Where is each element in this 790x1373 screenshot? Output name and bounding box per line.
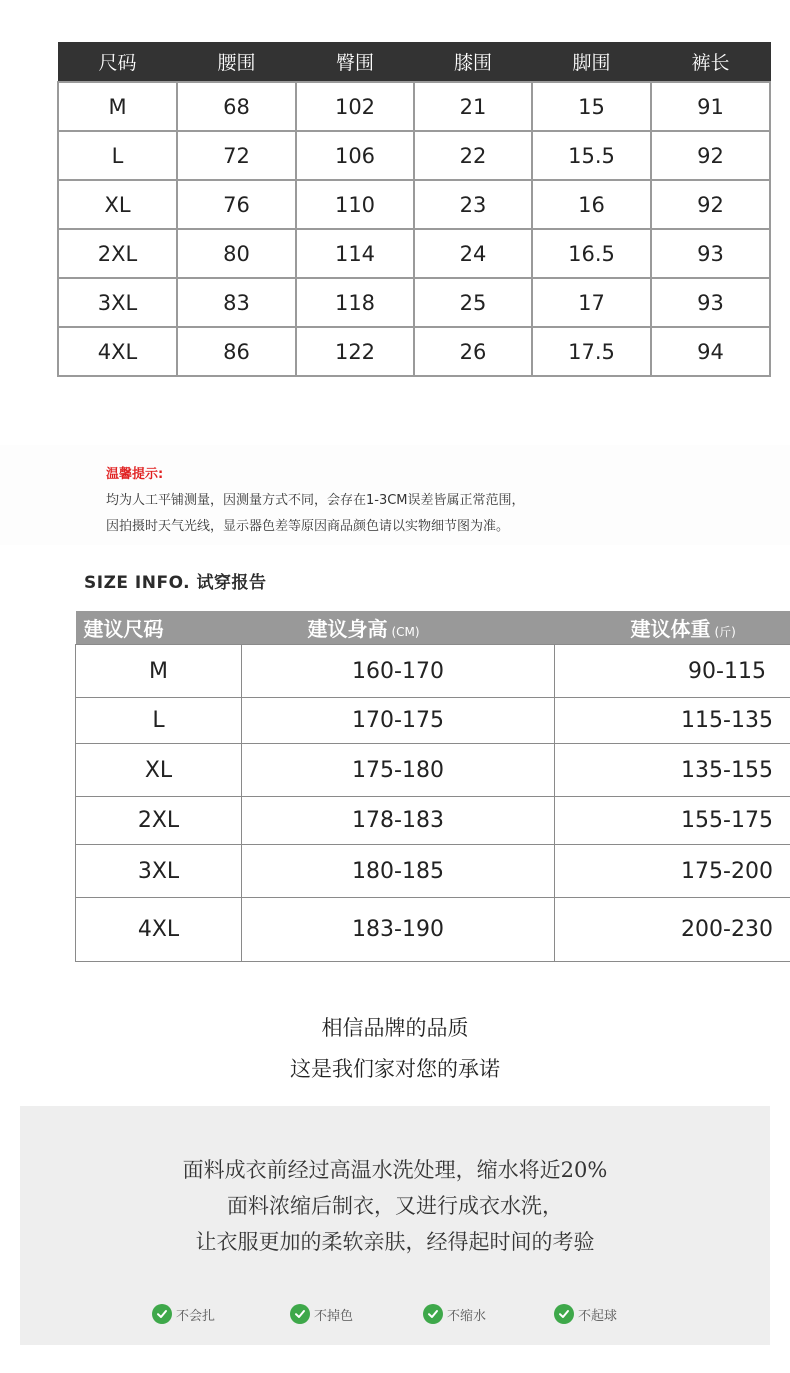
promise-heading: 相信品牌的品质 (321, 1016, 469, 1040)
table-cell: 2XL (76, 797, 242, 845)
header-label: 建议尺码 (83, 617, 164, 641)
table-cell: 92 (651, 180, 770, 229)
table-row (58, 327, 770, 376)
table-cell: 178-183 (242, 797, 555, 845)
recommendation-header-row (76, 611, 790, 645)
table-cell: 155-175 (555, 797, 790, 845)
header-cell: 尺码 (58, 42, 177, 82)
table-cell: 24 (414, 229, 532, 278)
size-info-heading: SIZE INFO. 试穿报告 (84, 573, 267, 593)
table-row (58, 278, 770, 327)
table-row (76, 645, 790, 698)
table-row (58, 229, 770, 278)
feature-badge (554, 1304, 617, 1324)
table-cell: 3XL (76, 845, 242, 898)
table-cell: 91 (651, 82, 770, 131)
table-cell: 15 (532, 82, 651, 131)
header-cell: 膝围 (414, 42, 532, 82)
table-cell: 16.5 (532, 229, 651, 278)
table-cell: 183-190 (242, 898, 555, 962)
header-cell: 腰围 (177, 42, 296, 82)
table-cell: 180-185 (242, 845, 555, 898)
table-cell: 93 (651, 278, 770, 327)
table-cell: 16 (532, 180, 651, 229)
table-row (58, 82, 770, 131)
table-cell: 115-135 (555, 698, 790, 744)
notice-text: 因拍摄时天气光线，显示器色差等原因商品颜色请以实物细节图为准。 (106, 519, 510, 534)
check-icon (152, 1304, 172, 1324)
table-cell: 135-155 (555, 744, 790, 797)
table-cell: 68 (177, 82, 296, 131)
feature-panel (20, 1106, 770, 1345)
table-cell: 175-180 (242, 744, 555, 797)
table-cell: 72 (177, 131, 296, 180)
header-cell: 脚围 (532, 42, 651, 82)
header-unit: (CM) (391, 625, 420, 639)
table-cell: 21 (414, 82, 532, 131)
feature-text: 让衣服更加的柔软亲肤，经得起时间的考验 (195, 1230, 595, 1254)
table-cell: 122 (296, 327, 414, 376)
feature-badge (152, 1304, 215, 1324)
check-icon (423, 1304, 443, 1324)
table-cell: 93 (651, 229, 770, 278)
table-cell: 76 (177, 180, 296, 229)
size-chart-header-row (58, 42, 770, 82)
table-cell: 17.5 (532, 327, 651, 376)
table-cell: 3XL (58, 278, 177, 327)
table-cell: M (58, 82, 177, 131)
table-cell: 110 (296, 180, 414, 229)
table-cell: 22 (414, 131, 532, 180)
header-cell (242, 611, 555, 645)
feature-badge (423, 1304, 486, 1324)
table-cell: 17 (532, 278, 651, 327)
badge-label: 不缩水 (447, 1308, 487, 1324)
table-cell: 15.5 (532, 131, 651, 180)
table-row (58, 131, 770, 180)
check-icon (290, 1304, 310, 1324)
table-cell: XL (58, 180, 177, 229)
table-cell: 92 (651, 131, 770, 180)
notice-title: 温馨提示: (106, 467, 164, 482)
badge-label: 不会扎 (176, 1308, 216, 1324)
header-cell (76, 611, 242, 645)
table-cell: 90-115 (555, 645, 790, 698)
table-row (76, 845, 790, 898)
table-cell: 114 (296, 229, 414, 278)
table-cell: L (58, 131, 177, 180)
size-chart-table (57, 42, 771, 377)
table-cell: 118 (296, 278, 414, 327)
notice-text: 均为人工平铺测量，因测量方式不同，会存在1-3CM误差皆属正常范围， (106, 493, 525, 508)
table-cell: 86 (177, 327, 296, 376)
table-cell: 80 (177, 229, 296, 278)
table-cell: 94 (651, 327, 770, 376)
badge-label: 不起球 (578, 1308, 618, 1324)
promise-heading: 这是我们家对您的承诺 (290, 1057, 500, 1081)
table-row (76, 698, 790, 744)
table-cell: 26 (414, 327, 532, 376)
header-label: 建议身高 (307, 617, 388, 641)
table-cell: 4XL (58, 327, 177, 376)
table-cell: 25 (414, 278, 532, 327)
table-row (76, 898, 790, 962)
badge-label: 不掉色 (314, 1308, 354, 1324)
feature-badge (290, 1304, 353, 1324)
table-cell: 160-170 (242, 645, 555, 698)
table-cell: 2XL (58, 229, 177, 278)
check-icon (554, 1304, 574, 1324)
table-row (76, 744, 790, 797)
table-cell: 170-175 (242, 698, 555, 744)
header-unit: (斤) (714, 625, 736, 639)
table-cell: 23 (414, 180, 532, 229)
table-cell: 83 (177, 278, 296, 327)
feature-text: 面料浓缩后制衣，又进行成衣水洗， (227, 1194, 563, 1218)
table-cell: 200-230 (555, 898, 790, 962)
table-cell: 4XL (76, 898, 242, 962)
table-cell: 102 (296, 82, 414, 131)
header-label: 建议体重 (630, 617, 711, 641)
header-cell: 裤长 (651, 42, 770, 82)
header-cell: 臀围 (296, 42, 414, 82)
table-row (58, 180, 770, 229)
table-cell: 106 (296, 131, 414, 180)
feature-text: 面料成衣前经过高温水洗处理，缩水将近20% (182, 1158, 608, 1182)
table-cell: L (76, 698, 242, 744)
table-cell: XL (76, 744, 242, 797)
table-cell: M (76, 645, 242, 698)
header-cell (555, 611, 790, 645)
table-row (76, 797, 790, 845)
table-cell: 175-200 (555, 845, 790, 898)
size-recommendation-table (75, 611, 790, 962)
